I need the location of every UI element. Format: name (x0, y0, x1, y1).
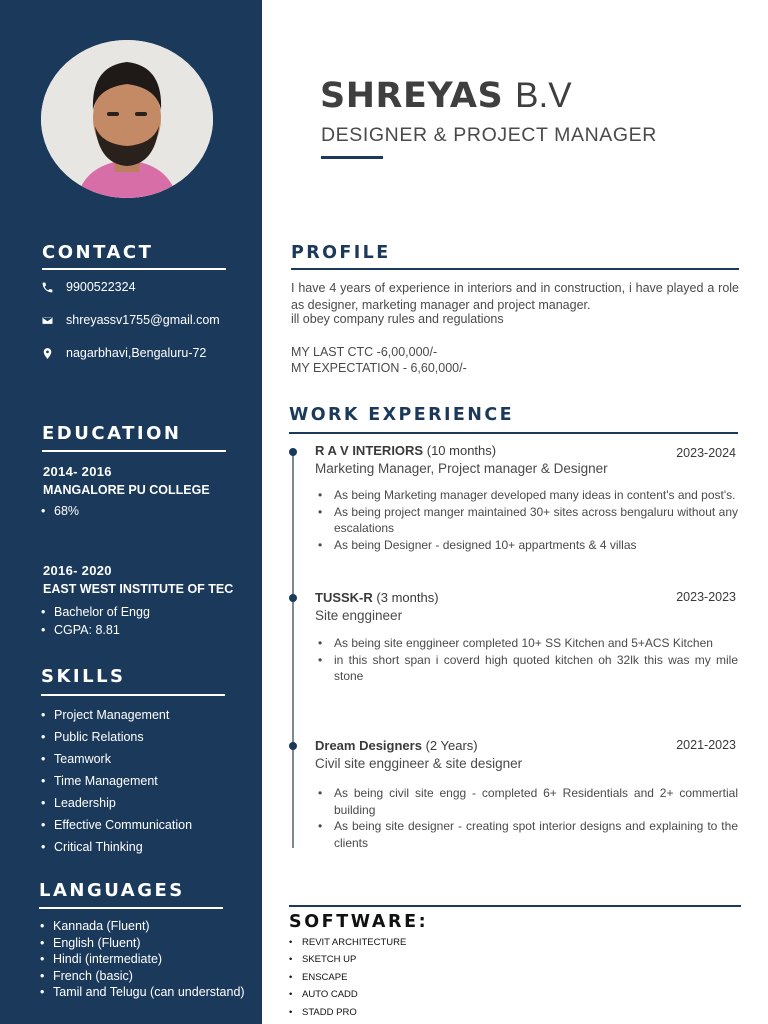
skill-item: • Project Management (41, 704, 192, 726)
skills-heading: SKILLS (41, 666, 126, 687)
languages-list (40, 918, 245, 1001)
portrait-illustration (41, 40, 213, 198)
job-responsibilities (315, 635, 738, 685)
job-dates: 2023-2024 (676, 446, 736, 460)
timeline-dot (289, 594, 297, 602)
job-title: DESIGNER & PROJECT MANAGER (321, 124, 657, 146)
experience-divider (289, 432, 738, 434)
contact-email (40, 313, 220, 327)
profile-note: ill obey company rules and regulations (291, 312, 504, 326)
software-list (289, 934, 406, 1021)
job-role: Marketing Manager, Project manager & Designer (315, 461, 608, 476)
responsibility-item: • As being Marketing manager developed many ideas in content's and post's. (315, 487, 738, 504)
education-school: MANGALORE PU COLLEGE (43, 483, 210, 497)
job-responsibilities (315, 785, 738, 851)
contact-phone (40, 280, 136, 294)
company-name: TUSSK-R (315, 590, 373, 605)
software-item: • SKETCH UP (289, 951, 406, 968)
expected-ctc: MY EXPECTATION - 6,60,000/- (291, 361, 467, 375)
software-item: • REVIT ARCHITECTURE (289, 934, 406, 951)
address-text: nagarbhavi,Bengaluru-72 (66, 346, 207, 360)
responsibility-item: • As being project manger maintained 30+ sites across bengaluru without any escalations (315, 504, 738, 537)
education-detail: • Bachelor of Engg (41, 603, 150, 621)
job-company (315, 443, 496, 458)
skills-list (41, 704, 192, 858)
phone-number[interactable]: 9900522324 (66, 280, 136, 294)
job-company (315, 590, 439, 605)
candidate-name (320, 76, 572, 116)
software-item: • ENSCAPE (289, 969, 406, 986)
skill-item: • Effective Communication (41, 814, 192, 836)
profile-photo (41, 40, 213, 198)
timeline-dot (289, 742, 297, 750)
education-divider (42, 450, 226, 452)
last-ctc: MY LAST CTC -6,00,000/- (291, 345, 438, 359)
responsibility-item: • As being site designer - creating spot interior designs and explaining to the clients (315, 818, 738, 851)
contact-heading: CONTACT (42, 242, 154, 263)
company-name: R A V INTERIORS (315, 443, 424, 458)
education-detail: • CGPA: 8.81 (41, 621, 150, 639)
responsibility-item: • As being site enggineer completed 10+ SS Kitchen and 5+ACS Kitchen (315, 635, 738, 652)
skills-divider (41, 694, 225, 696)
sidebar (0, 0, 262, 1024)
email-address[interactable]: shreyassv1755@gmail.com (66, 313, 220, 327)
education-years: 2014- 2016 (43, 464, 112, 479)
skill-item: • Teamwork (41, 748, 192, 770)
profile-heading: PROFILE (291, 243, 391, 263)
first-name: SHREYAS (320, 76, 504, 116)
profile-divider (291, 268, 739, 270)
job-duration: (3 months) (376, 590, 439, 605)
education-details (41, 504, 79, 518)
language-item: • Tamil and Telugu (can understand) (40, 984, 245, 1001)
language-item: • Kannada (Fluent) (40, 918, 245, 935)
experience-heading: WORK EXPERIENCE (289, 405, 514, 425)
company-name: Dream Designers (315, 738, 422, 753)
education-details (41, 603, 150, 639)
education-years: 2016- 2020 (43, 563, 112, 578)
location-pin-icon (40, 346, 54, 360)
job-dates: 2023-2023 (676, 590, 736, 604)
software-heading: SOFTWARE: (289, 912, 429, 932)
education-school: EAST WEST INSTITUTE OF TEC (43, 582, 234, 596)
languages-divider (39, 907, 223, 909)
languages-heading: LANGUAGES (39, 880, 185, 901)
skill-item: • Leadership (41, 792, 192, 814)
skill-item: • Time Management (41, 770, 192, 792)
skill-item: • Public Relations (41, 726, 192, 748)
profile-summary: I have 4 years of experience in interiors and in construction, i have played a role as designer, marketing manager and project manager. (291, 281, 739, 312)
timeline-dot (289, 448, 297, 456)
skill-item: • Critical Thinking (41, 836, 192, 858)
responsibility-item: • in this short span i coverd high quoted kitchen oh 32lk this was my mile stone (315, 652, 738, 685)
language-item: • French (basic) (40, 968, 245, 985)
job-dates: 2021-2023 (676, 738, 736, 752)
responsibility-item: • As being civil site engg - completed 6+ Residentials and 2+ commertial building (315, 785, 738, 818)
job-duration: (10 months) (426, 443, 497, 458)
contact-address (40, 346, 206, 360)
job-responsibilities (315, 487, 738, 553)
education-heading: EDUCATION (42, 423, 182, 444)
job-company (315, 738, 478, 753)
last-name: B.V (515, 76, 572, 115)
software-divider (289, 905, 741, 907)
software-item: • STADD PRO (289, 1004, 406, 1021)
software-item: • AUTO CADD (289, 986, 406, 1003)
envelope-icon (40, 313, 54, 327)
language-item: • English (Fluent) (40, 935, 245, 952)
job-role: Civil site enggineer & site designer (315, 756, 523, 771)
education-detail: • 68% (41, 504, 79, 518)
responsibility-item: • As being Designer - designed 10+ appartments & 4 villas (315, 537, 738, 554)
job-duration: (2 Years) (425, 738, 478, 753)
title-underline (321, 156, 383, 159)
contact-divider (42, 268, 226, 270)
job-role: Site enggineer (315, 608, 403, 623)
phone-icon (40, 280, 54, 294)
experience-timeline (292, 452, 294, 848)
language-item: • Hindi (intermediate) (40, 951, 245, 968)
